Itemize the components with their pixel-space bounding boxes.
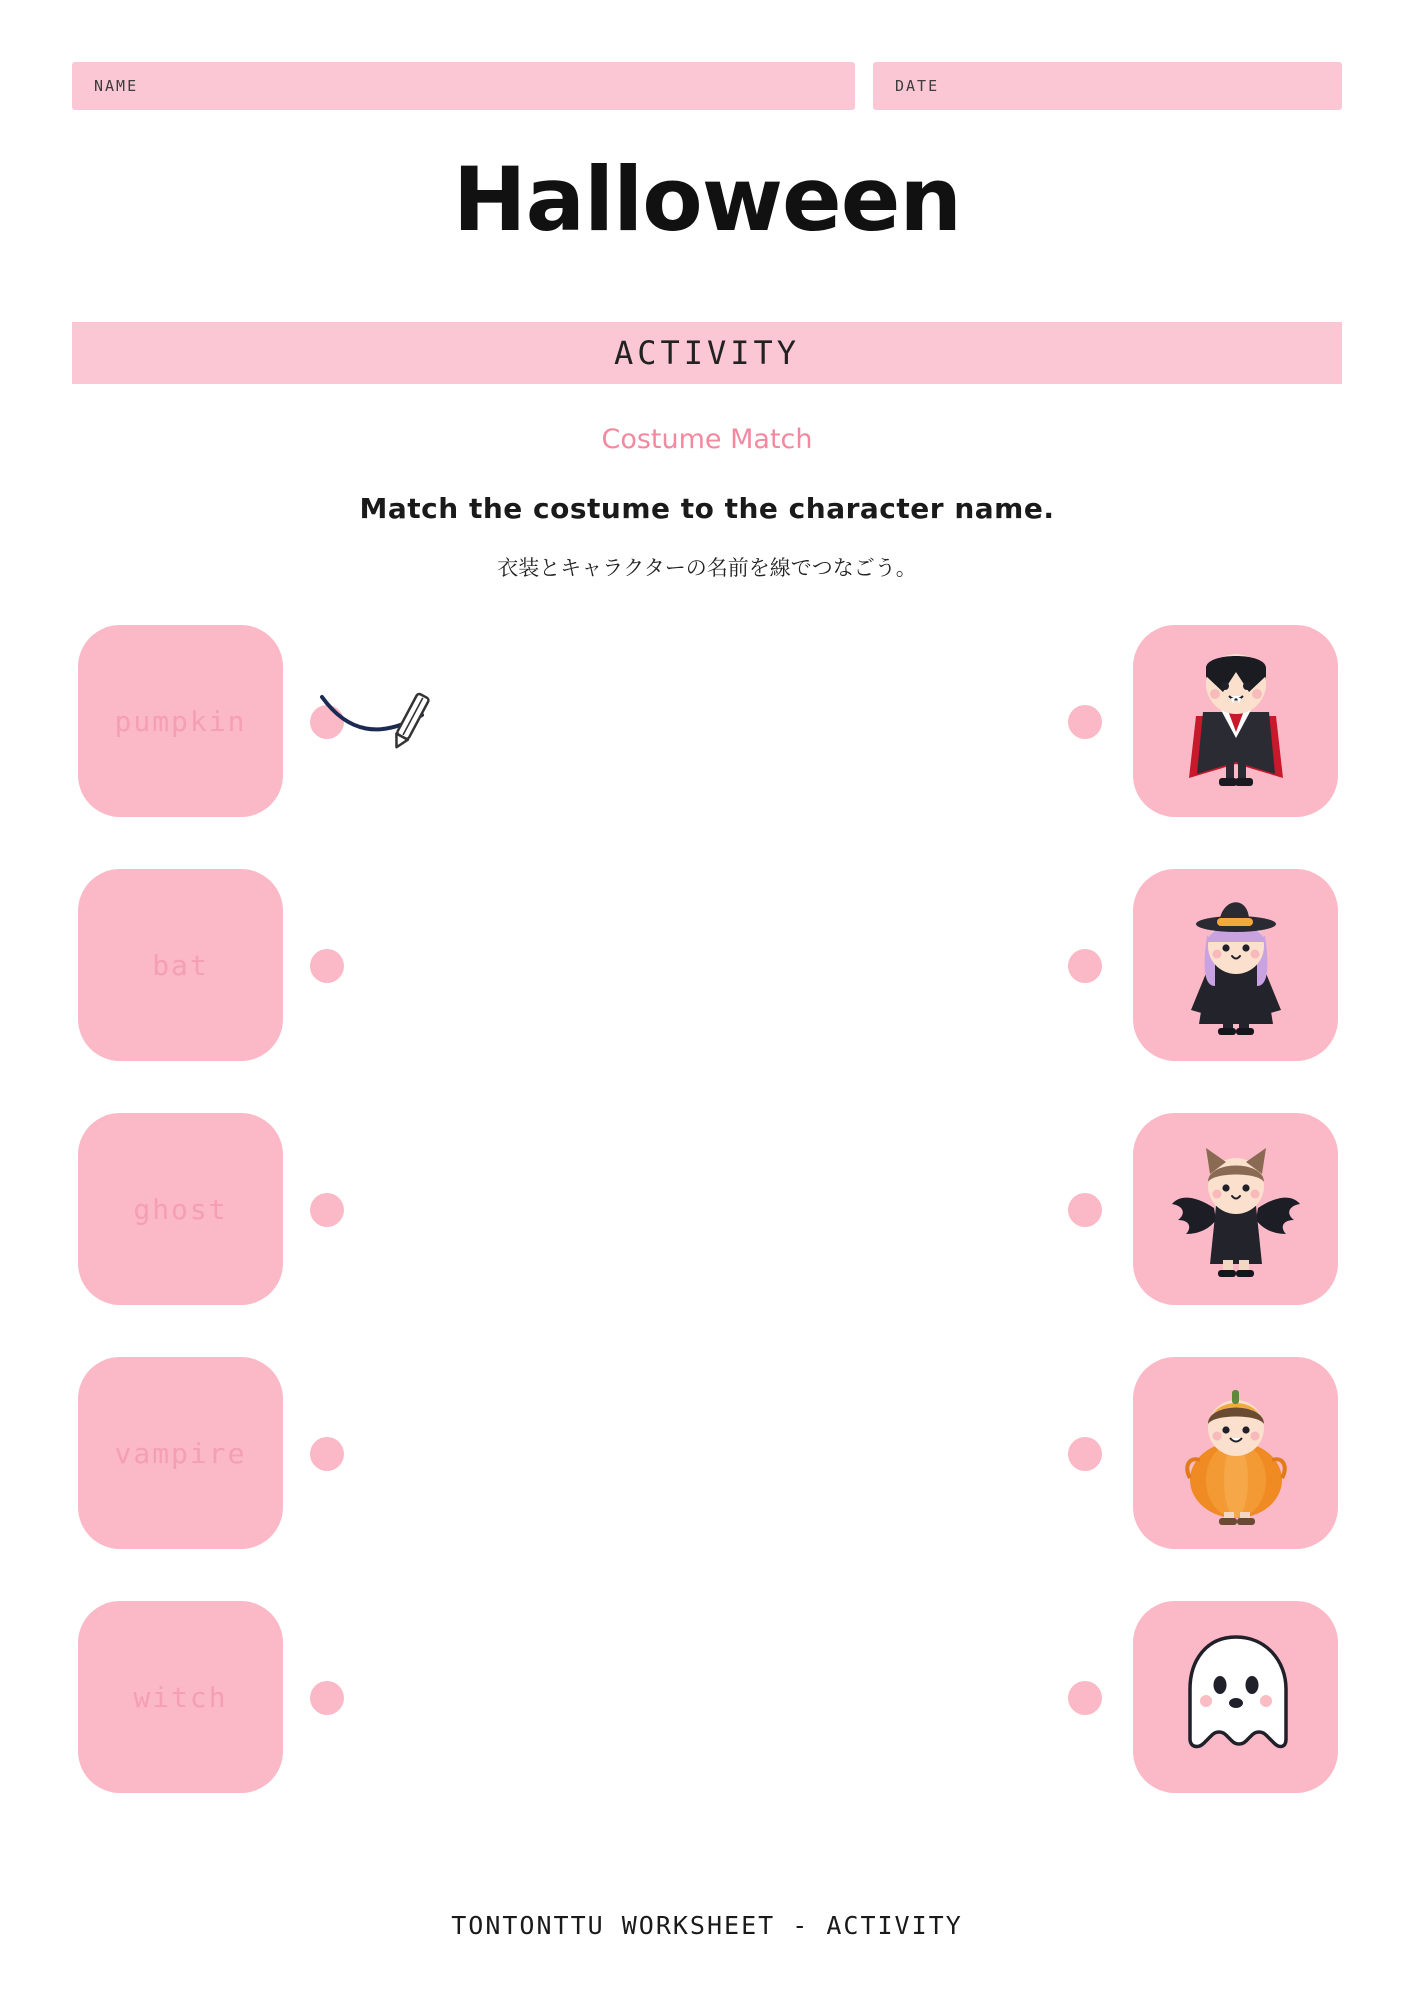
match-row bbox=[0, 1357, 1414, 1549]
name-label: NAME bbox=[94, 77, 139, 95]
connector-dot-left[interactable] bbox=[310, 949, 344, 983]
connector-dot-right[interactable] bbox=[1068, 949, 1102, 983]
instruction-japanese: 衣装とキャラクターの名前を線でつなごう。 bbox=[497, 556, 917, 580]
activity-banner-label: ACTIVITY bbox=[613, 334, 801, 372]
picture-card-ghost[interactable] bbox=[1133, 1601, 1338, 1793]
word-label: witch bbox=[133, 1680, 228, 1714]
vampire-illustration bbox=[1171, 646, 1301, 796]
ghost-illustration bbox=[1166, 1627, 1306, 1767]
word-label: bat bbox=[152, 948, 209, 982]
picture-card-witch[interactable] bbox=[1133, 869, 1338, 1061]
connector-dot-left[interactable] bbox=[310, 1681, 344, 1715]
connector-dot-right[interactable] bbox=[1068, 705, 1102, 739]
word-label: pumpkin bbox=[114, 704, 247, 738]
connector-dot-left[interactable] bbox=[310, 1193, 344, 1227]
match-row bbox=[0, 1601, 1414, 1793]
match-row bbox=[0, 869, 1414, 1061]
witch-illustration bbox=[1171, 890, 1301, 1040]
date-field[interactable] bbox=[873, 62, 1342, 110]
footer-text: TONTONTTU WORKSHEET - ACTIVITY bbox=[451, 1911, 963, 1940]
picture-card-bat[interactable] bbox=[1133, 1113, 1338, 1305]
drawn-connector-line bbox=[318, 685, 518, 775]
connector-dot-right[interactable] bbox=[1068, 1193, 1102, 1227]
word-card[interactable] bbox=[78, 1357, 283, 1549]
connector-dot-right[interactable] bbox=[1068, 1437, 1102, 1471]
picture-card-pumpkin[interactable] bbox=[1133, 1357, 1338, 1549]
date-label: DATE bbox=[895, 77, 940, 95]
word-card[interactable] bbox=[78, 1113, 283, 1305]
word-card[interactable] bbox=[78, 1601, 283, 1793]
activity-subtitle: Costume Match bbox=[601, 424, 813, 455]
word-card[interactable] bbox=[78, 869, 283, 1061]
picture-card-vampire[interactable] bbox=[1133, 625, 1338, 817]
connector-dot-left[interactable] bbox=[310, 705, 344, 739]
word-label: vampire bbox=[114, 1436, 247, 1470]
connector-dot-right[interactable] bbox=[1068, 1681, 1102, 1715]
page-title: Halloween bbox=[452, 148, 962, 251]
pencil-icon bbox=[391, 693, 430, 750]
word-label: ghost bbox=[133, 1192, 228, 1226]
bat-illustration bbox=[1166, 1134, 1306, 1284]
header-fields bbox=[72, 62, 1342, 110]
match-row bbox=[0, 625, 1414, 817]
name-field[interactable] bbox=[72, 62, 855, 110]
activity-banner bbox=[72, 322, 1342, 384]
connector-dot-left[interactable] bbox=[310, 1437, 344, 1471]
word-card[interactable] bbox=[78, 625, 283, 817]
instruction-english: Match the costume to the character name. bbox=[359, 492, 1055, 525]
pumpkin-illustration bbox=[1166, 1378, 1306, 1528]
match-row bbox=[0, 1113, 1414, 1305]
match-area bbox=[0, 625, 1414, 1845]
